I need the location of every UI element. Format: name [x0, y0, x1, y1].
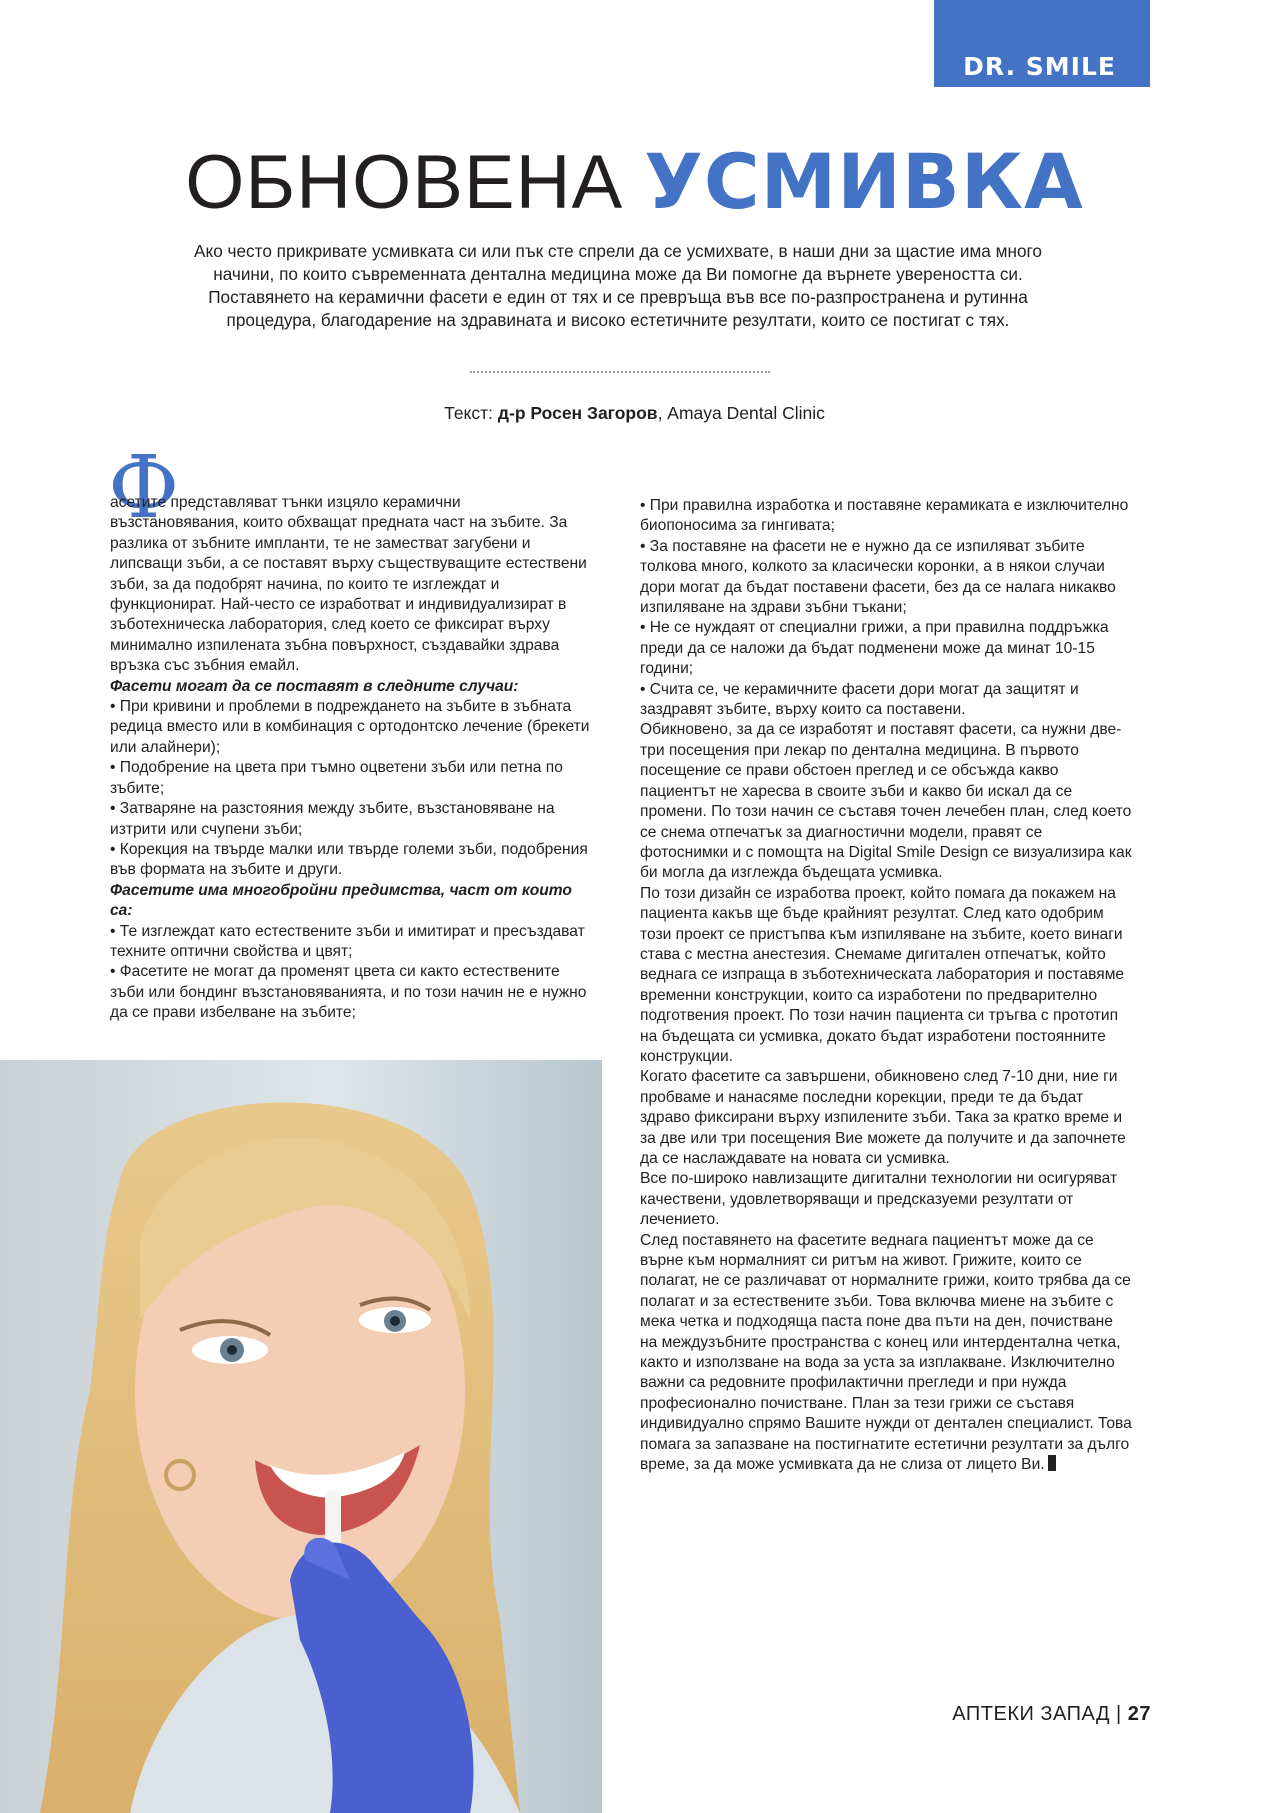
right-paragraph: По този дизайн се изработва проект, който помага да покажем на пациента какъв ще бъде крайният резултат. След като одобрим този проект се пристъпва към изпиляване на зъбите, което винаги става с местна анестезия. Снемаме дигитален отпечатък, който веднага се изпраща в зъботехническата лаборатория и поставяме временни конструкции, които са изработени по предварително подготвения проект. По този начин пациента си тръгва с прототип на бъдещата си усмивка, докато бъдат изработени постоянните конструкции. — [640, 884, 1125, 1065]
right-paragraph: • Не се нуждаят от специални грижи, а при правилна поддръжка преди да се наложи да бъдат подменени може да минат 10-15 години; — [640, 619, 1109, 678]
photo-illustration — [0, 1060, 602, 1813]
left-subheading: Фасетите има многобройни предимства, част от които са: — [110, 881, 572, 920]
left-paragraph: • Затваряне на разстояния между зъбите, възстановяване на изтрити или счупени зъби; — [110, 800, 555, 838]
article-title — [0, 138, 1269, 227]
section-tag — [934, 0, 1150, 87]
left-paragraph: асетите представляват тънки изцяло керамични възстановявания, които обхващат предната част на зъбите. За разлика от зъбните импланти, те не заместват загубени и липсващи зъби, а се поставят върху съществуващите естествени зъби, за да подобрят начина, по които те изглеждат и функционират. Най-често се изработват и индивидуализират в зъботехническа лаборатория, след което се фиксират върху минимално изпилената зъбна повърхност, създавайки здрава връзка със зъбния емайл. — [110, 494, 587, 675]
footer-separator: | — [1116, 1703, 1122, 1725]
left-paragraph: • Корекция на твърде малки или твърде големи зъби, подобрения във формата на зъбите и други. — [110, 840, 588, 879]
right-column — [640, 496, 1134, 1476]
left-paragraph: • Те изглеждат като естествените зъби и имитират и пресъздават техните оптични свойства и цвят; — [110, 922, 585, 960]
byline-author: д-р Росен Загоров — [497, 403, 658, 423]
byline — [0, 403, 1269, 424]
left-paragraph: • Фасетите не могат да променят цвета си както естествените зъби или бондинг възстановяванията, и по този начин не е нужно да се прави избелване на зъбите; — [110, 963, 587, 1022]
right-paragraph: Когато фасетите са завършени, обикновено след 7-10 дни, ние ги пробваме и нанасяме последни корекции, преди те да бъдат здраво фиксирани върху изпилените зъби. Така за кратко време и за две или три посещения Вие можете да получите и да започнете да се наслаждавате на новата си усмивка. — [640, 1068, 1126, 1167]
title-part-2: УСМИВКА — [644, 137, 1084, 226]
smiling-woman-photo — [0, 1060, 602, 1813]
page-number: 27 — [1127, 1703, 1151, 1725]
left-subheading: Фасети могат да се поставят в следните случаи: — [110, 677, 519, 695]
byline-clinic: , Amaya Dental Clinic — [657, 403, 825, 423]
article-end-mark — [1048, 1455, 1056, 1471]
right-paragraph: • При правилна изработка и поставяне керамиката е изключително биопоносима за гингивата; — [640, 497, 1129, 535]
right-paragraph: • За поставяне на фасети не е нужно да се изпиляват зъбите толкова много, колкото за класически коронки, а в някои случаи дори могат да бъдат поставени фасети, без да се налага никакво изпиляване на здрави зъбни тъкани; — [640, 537, 1116, 617]
lead-paragraph: Ако често прикривате усмивката си или пък сте спрели да се усмихвате, в наши дни за щастие има много начини, по които съвременната дентална медицина може да Ви помогне да върнете увереността си. Поставянето на керамични фасети е един от тях и се превръща във все по-разпространена и рутинна процедура, благодарение на здравината и високо естетичните резултати, които се постигат с тях. — [194, 241, 1042, 330]
right-paragraph: Обикновено, за да се изработят и поставят фасети, са нужни две-три посещения при лекар по дентална медицина. В първото посещение се прави обстоен преглед и се обсъжда какво пациентът не харесва в своите зъби и какво би искал да се промени. По този начин се съставя точен лечебен план, след което се снема отпечатък за диагностични модели, правят се фотоснимки и с помощта на Digital Smile Design се визуализира как би могла да изглежда бъдещата усмивка. — [640, 721, 1132, 882]
section-tag-label: DR. SMILE — [963, 52, 1116, 81]
title-part-1: ОБНОВЕНА — [185, 140, 624, 225]
right-paragraph: Все по-широко навлизащите дигитални технологии ни осигуряват качествени, удовлетворяващи и предсказуеми резултати от лечението. — [640, 1170, 1118, 1229]
right-paragraph: • Счита се, че керамичните фасети дори могат да защитят и заздравят зъбите, върху които са поставени. — [640, 680, 1079, 719]
drop-cap: Ф — [108, 438, 180, 538]
left-paragraph: • Подобрение на цвета при тъмно оцветени зъби или петна по зъбите; — [110, 759, 563, 797]
dotted-divider — [470, 371, 770, 373]
right-paragraph: След поставянето на фасетите веднага пациентът може да се върне към нормалният си ритъм на живот. Грижите, които се полагат, не се различават от нормалните грижи, които трябва да се полагат и за естествените зъби. Това включва миене на зъбите с мека четка и подходяща паста поне два пъти на ден, почистване на междузъбните пространства с конец или интердентална четка, както и използване на вода за уста за изплакване. Изключително важни са редовните профилактични прегледи и при нужда професионално почистване. План за тези грижи се съставя индивидуално спрямо Вашите нужди от дентален специалист. Това помага за запазване на постигнатите естетични резултати за дълго време, за да може усмивката да не слиза от лицето Ви. — [640, 1231, 1132, 1474]
magazine-name: АПТЕКИ ЗАПАД — [952, 1703, 1111, 1725]
byline-prefix: Текст: — [444, 403, 494, 423]
left-paragraph: • При кривини и проблеми в подреждането на зъбите в зъбната редица вместо или в комбинация с ортодонтско лечение (брекети или алайнери); — [110, 698, 590, 756]
left-column — [110, 493, 592, 1024]
page-footer — [952, 1703, 1151, 1726]
